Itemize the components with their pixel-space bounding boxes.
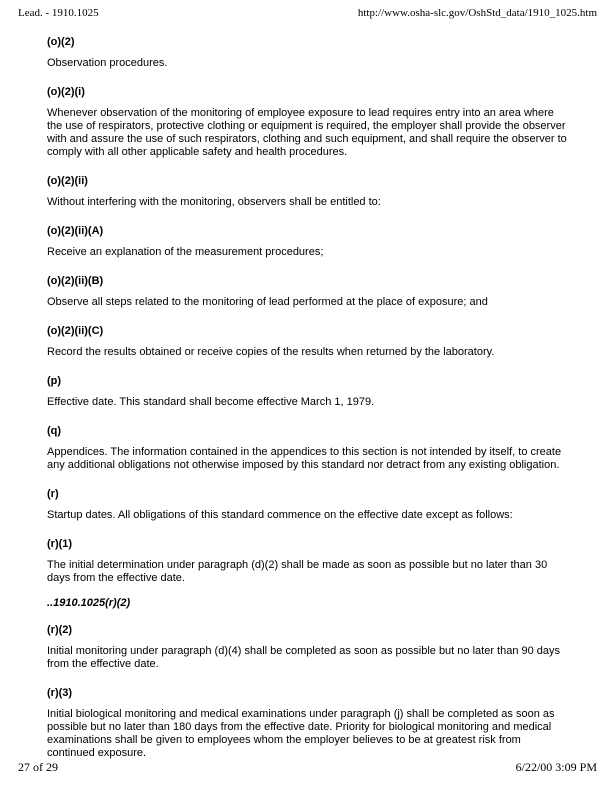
section-heading: (r)(3) [47,687,73,699]
section-heading: (p) [47,375,62,387]
section-q [47,425,571,472]
section-body: The initial determination under paragraph (d)(2) shall be made as soon as possible but no later than 30 days from the effective date. [47,559,548,584]
section-heading: (o)(2) [47,36,75,48]
section-heading: (r)(1) [47,538,73,550]
section-o2i [47,86,571,159]
section-heading: (r)(2) [47,624,73,636]
document-content [47,36,571,776]
section-r [47,488,571,522]
section-heading: (q) [47,425,62,437]
section-o2ii [47,175,571,209]
standard-reference-line: ..1910.1025(r)(2) [47,597,131,609]
section-body: Initial biological monitoring and medical examinations under paragraph (j) shall be completed as soon as possible but no later than 180 days from the effective date. Priority for biological monitoring and medical examinations shall be given to employees whom the employer believes to be at greatest risk from continued exposure. [47,708,555,759]
section-o2iiA [47,225,571,259]
section-body: Record the results obtained or receive copies of the results when returned by the laboratory. [47,346,495,358]
section-body: Receive an explanation of the measurement procedures; [47,246,324,258]
section-body: Startup dates. All obligations of this standard commence on the effective date except as follows: [47,509,513,521]
section-heading: (o)(2)(i) [47,86,85,98]
section-body: Observe all steps related to the monitoring of lead performed at the place of exposure; and [47,296,488,308]
section-body: Without interfering with the monitoring, observers shall be entitled to: [47,196,381,208]
header-document-title: Lead. - 1910.1025 [18,7,99,19]
section-r2 [47,624,571,671]
section-heading: (o)(2)(ii)(C) [47,325,104,337]
section-o2iiC [47,325,571,359]
section-heading: (o)(2)(ii)(B) [47,275,104,287]
section-heading: (o)(2)(ii) [47,175,88,187]
section-p [47,375,571,409]
page-footer [18,760,597,775]
section-body: Effective date. This standard shall become effective March 1, 1979. [47,396,375,408]
section-o2 [47,36,571,70]
section-body: Observation procedures. [47,57,168,69]
section-r1 [47,538,571,585]
footer-datetime: 6/22/00 3:09 PM [515,760,597,774]
section-body: Whenever observation of the monitoring of employee exposure to lead requires entry into an area where the use of respirators, protective clothing or equipment is required, the employer shall provide the observer with and assure the use of such respirators, clothing and such equipment, and shall require the observer to comply with all other applicable safety and health procedures. [47,107,567,158]
section-body: Initial monitoring under paragraph (d)(4) shall be completed as soon as possible but no later than 90 days from the effective date. [47,645,561,670]
header-source-url: http://www.osha-slc.gov/OshStd_data/1910_1025.htm [357,7,597,19]
section-body: Appendices. The information contained in the appendices to this section is not intended by itself, to create any additional obligations not otherwise imposed by this standard nor detract from any existing obligation. [47,446,562,471]
section-heading: (r) [47,488,59,500]
section-r3 [47,687,571,760]
section-heading: (o)(2)(ii)(A) [47,225,104,237]
section-o2iiB [47,275,571,309]
page-header [18,7,597,19]
footer-page-number: 27 of 29 [18,760,58,774]
